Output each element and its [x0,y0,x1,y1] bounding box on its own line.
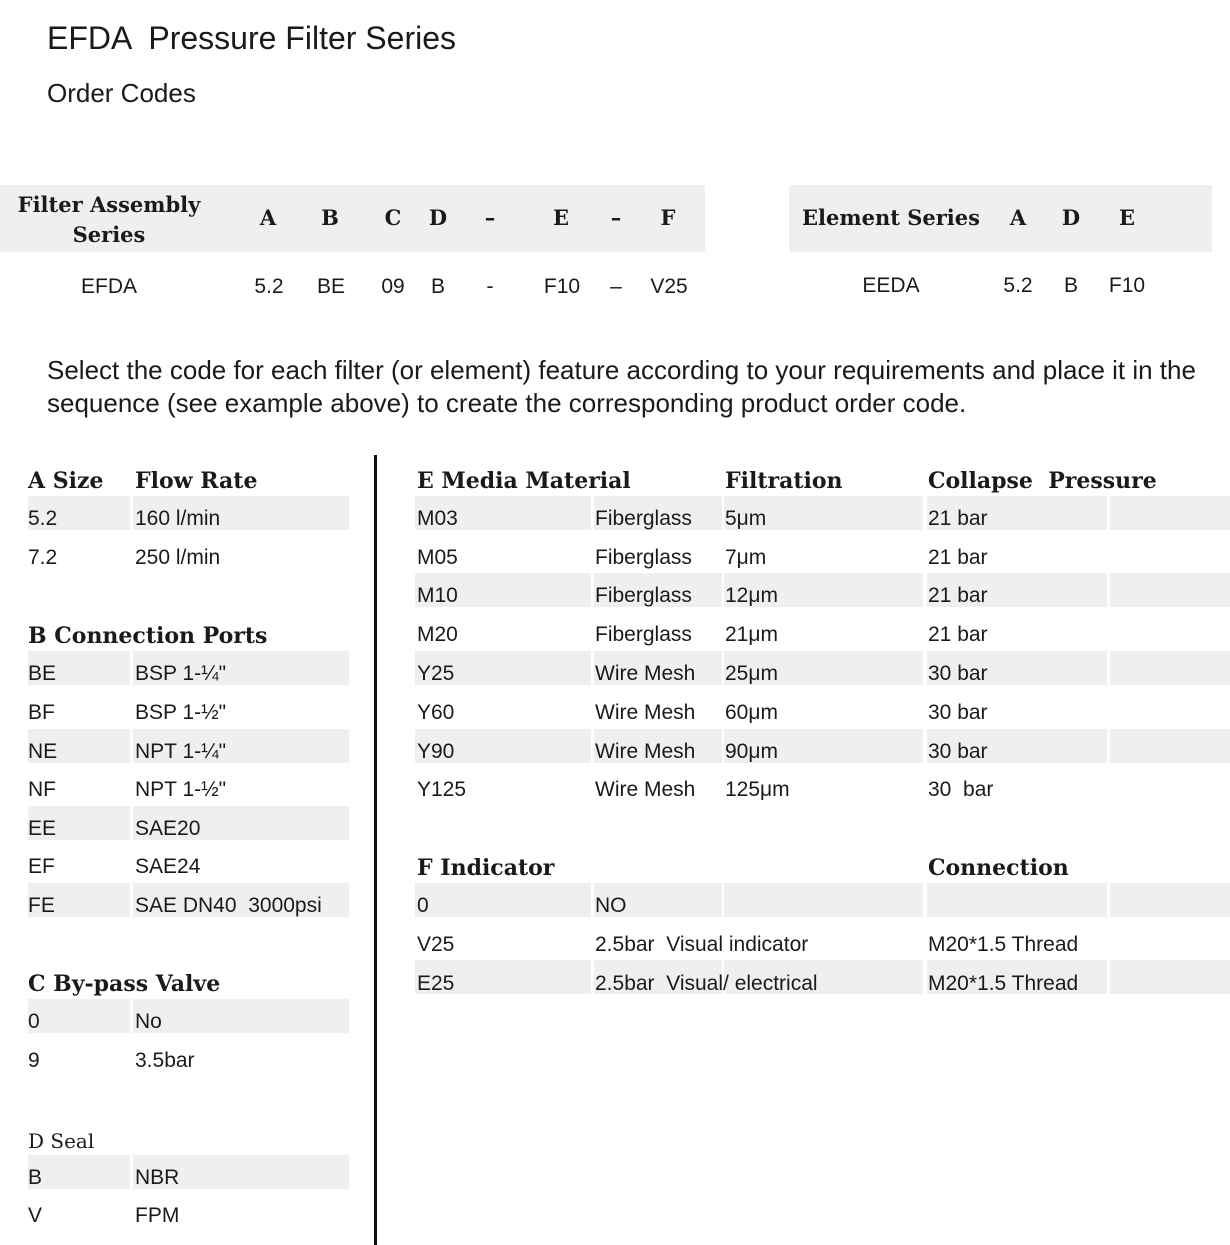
indicator-header: F Indicator [417,855,555,881]
media-header-collapse: Collapse Pressure [928,468,1157,494]
media-code: M10 [417,584,458,607]
media-filtration: 60μm [725,701,778,724]
indicator-desc: 2.5bar Visual/ electrical [595,972,818,995]
bypass-desc: 3.5bar [135,1049,195,1072]
media-code: M03 [417,507,458,530]
port-code: FE [28,894,55,917]
port-desc: SAE20 [135,817,201,840]
media-filtration: 12μm [725,584,778,607]
media-material: Fiberglass [595,584,692,607]
bypass-row-band [133,999,349,1033]
port-desc: NPT 1-¼" [135,740,227,763]
port-code: BE [28,662,57,685]
port-code: EF [28,855,55,878]
media-collapse: 30 bar [928,701,988,724]
element-header-e: E [1118,205,1135,230]
assembly-header-e: E [552,205,569,230]
page-title: EFDA Pressure Filter Series [47,20,456,56]
media-code: M20 [417,623,458,646]
media-material: Fiberglass [595,546,692,569]
size-flow: 250 l/min [135,546,221,569]
assembly-header-c: C [384,205,402,230]
media-material: Fiberglass [595,623,692,646]
media-filtration: 7μm [725,546,767,569]
seal-header: D Seal [28,1129,95,1153]
media-filtration: 125μm [725,778,790,801]
assembly-header-series: Filter Assembly Series [17,192,201,247]
media-code: M05 [417,546,458,569]
bypass-code: 9 [28,1049,40,1072]
port-code: EE [28,817,57,840]
port-desc: BSP 1-¼" [135,662,227,685]
port-desc: SAE DN40 3000psi [135,894,322,917]
media-code: Y25 [417,662,455,685]
assembly-header-d: D [428,205,448,230]
ports-header: B Connection Ports [28,623,268,649]
column-divider [374,455,377,1245]
media-collapse: 21 bar [928,584,988,607]
bypass-header: C By-pass Valve [28,971,221,997]
assembly-value-dash-2: – [610,275,622,298]
size-code: 5.2 [28,507,58,530]
indicator-row-band [927,883,1107,917]
seal-desc: FPM [135,1204,180,1227]
media-row-band [1110,573,1230,607]
indicator-row-band [724,883,923,917]
port-code: NE [28,740,58,763]
media-collapse: 21 bar [928,623,988,646]
size-header-code: A Size [28,468,104,494]
indicator-row-band [415,883,591,917]
media-code: Y90 [417,740,455,763]
port-code: BF [28,701,55,724]
indicator-row-band [1110,960,1230,994]
element-header-d: D [1061,205,1081,230]
indicator-desc: 2.5bar Visual indicator [595,933,809,956]
seal-code: B [28,1166,43,1189]
port-desc: NPT 1-½" [135,778,227,801]
media-collapse: 30 bar [928,662,988,685]
media-material: Wire Mesh [595,701,696,724]
media-filtration: 5μm [725,507,767,530]
seal-row-band [28,1155,130,1189]
media-row-band [1110,496,1230,530]
media-material: Wire Mesh [595,662,696,685]
media-header-code: E Media Material [417,468,631,494]
size-flow: 160 l/min [135,507,221,530]
indicator-code: E25 [417,972,455,995]
indicator-row-band [1110,883,1230,917]
assembly-value-c: 09 [381,275,405,298]
assembly-value-series: EFDA [80,275,137,298]
media-row-band [1110,651,1230,685]
indicator-connection: M20*1.5 Thread [928,933,1079,956]
media-collapse: 30 bar [928,740,988,763]
port-desc: SAE24 [135,855,201,878]
media-material: Wire Mesh [595,740,696,763]
size-code: 7.2 [28,546,58,569]
media-material: Wire Mesh [595,778,696,801]
indicator-code: 0 [417,894,429,917]
media-code: Y125 [417,778,467,801]
port-code: NF [28,778,56,801]
media-header-filtration: Filtration [725,468,843,494]
element-header-series: Element Series [802,205,980,230]
media-collapse: 21 bar [928,546,988,569]
assembly-value-a: 5.2 [254,275,284,298]
indicator-connection: M20*1.5 Thread [928,972,1079,995]
page-subtitle: Order Codes [47,78,196,108]
element-value-a: 5.2 [1003,274,1033,297]
media-filtration: 25μm [725,662,778,685]
bypass-row-band [28,999,130,1033]
assembly-header-f: F [660,205,676,230]
element-value-e: F10 [1108,274,1146,297]
seal-desc: NBR [135,1166,180,1189]
bypass-desc: No [135,1010,162,1033]
assembly-value-d: B [430,275,445,298]
media-material: Fiberglass [595,507,692,530]
port-desc: BSP 1-½" [135,701,227,724]
indicator-header-connection: Connection [928,855,1069,881]
media-filtration: 90μm [725,740,778,763]
assembly-value-b: BE [316,275,345,298]
indicator-code: V25 [417,933,455,956]
instructions-text: Select the code for each filter (or element) feature according to your requirements and place it in the sequence (see example above) to create the corresponding product order code. [47,355,1196,418]
media-collapse: 21 bar [928,507,988,530]
media-row-band [1110,729,1230,763]
assembly-header-dash-1: – [484,205,496,230]
seal-code: V [28,1204,43,1227]
assembly-value-f: V25 [650,275,688,298]
size-header-flow: Flow Rate [135,468,258,494]
assembly-header-dash-2: – [610,205,622,230]
indicator-desc: NO [595,894,627,917]
assembly-value-dash-1: - [486,275,494,298]
element-header-a: A [1009,205,1027,230]
assembly-header-a: A [259,205,277,230]
element-value-series: EEDA [862,274,920,297]
assembly-header-b: B [321,205,339,230]
assembly-value-e: F10 [543,275,581,298]
media-collapse: 30 bar [928,778,994,801]
bypass-code: 0 [28,1010,40,1033]
element-value-d: B [1063,274,1078,297]
media-filtration: 21μm [725,623,778,646]
media-code: Y60 [417,701,455,724]
